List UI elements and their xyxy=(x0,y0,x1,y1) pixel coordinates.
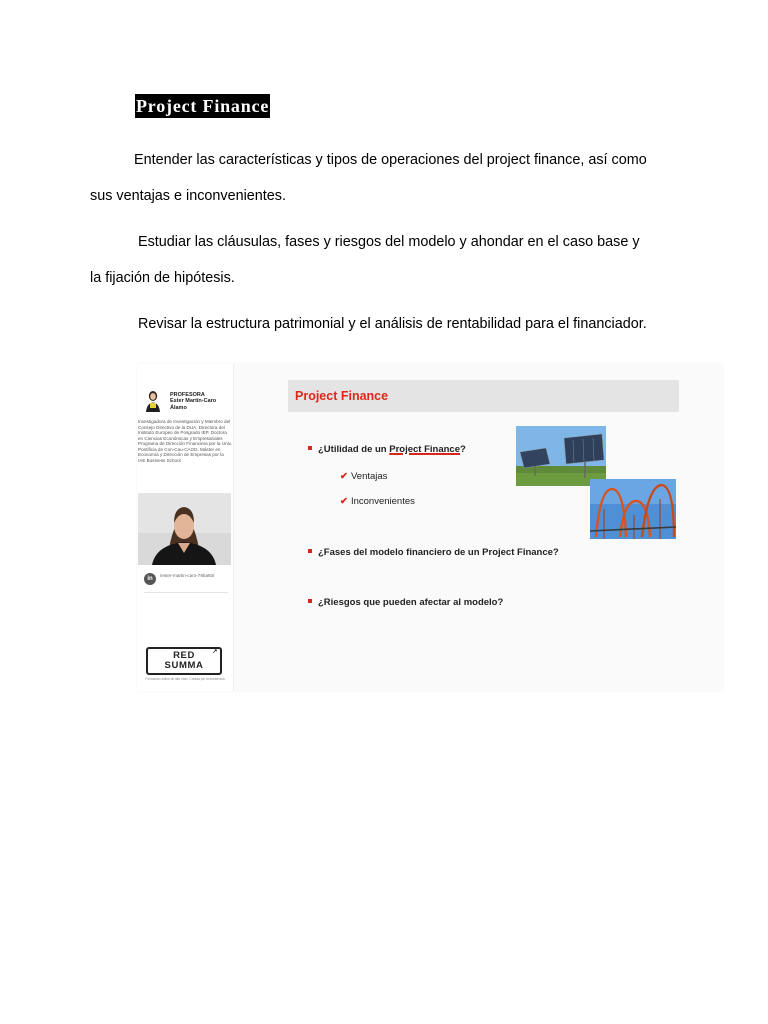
arrow-up-right-icon: ↗ xyxy=(212,649,218,655)
slide-header xyxy=(288,380,679,412)
solar-panels-image xyxy=(516,426,606,486)
paragraph-2 xyxy=(90,225,690,296)
paragraph-3 xyxy=(90,307,690,343)
bullet-1-after: ? xyxy=(460,444,466,455)
slide-title: Project Finance xyxy=(295,389,389,403)
document-title: Project Finance xyxy=(136,96,270,116)
professor-video[interactable] xyxy=(138,493,231,565)
paragraph-1 xyxy=(90,143,690,214)
bullet-square-icon xyxy=(308,599,312,603)
logo-line-1: RED xyxy=(173,650,195,661)
bullet-square-icon xyxy=(308,549,312,553)
checkmark-icon: ✔ xyxy=(340,471,348,482)
paragraph-1-line-2: sus ventajas e inconvenientes. xyxy=(90,187,286,204)
professor-avatar-icon xyxy=(145,390,161,412)
linkedin-icon: in xyxy=(144,573,156,585)
sub-item-1-label: Ventajas xyxy=(350,471,388,482)
sub-item-2-label: Inconvenientes xyxy=(350,496,415,507)
sub-item-ventajas xyxy=(340,471,387,483)
professor-bio: Investigadora de Investigación y Miembro del Consejo Directivo de la DUA. Directora del Instituto Europeo de Posgrado IEP. Doctora en Ciencias Económicas y Empresariales Programa de Dirección Financiera por la Univ. Pontificia de Con-Cau-CAGD. Máster en Economía y Dirección de Empresas por la IAE Business School xyxy=(138,419,232,463)
red-summa-logo xyxy=(146,647,222,675)
bullet-square-icon xyxy=(308,446,312,450)
paragraph-2-line-1: Estudiar las cláusulas, fases y riesgos del modelo y ahondar en el caso base y xyxy=(138,234,640,250)
paragraph-3-line-1: Revisar la estructura patrimonial y el análisis de rentabilidad para el financiador. xyxy=(138,316,647,332)
linkedin-url: /ester-martin-caro-79ba93/ xyxy=(160,573,215,578)
paragraph-2-line-2: la fijación de hipótesis. xyxy=(90,269,235,286)
checkmark-icon: ✔ xyxy=(340,496,348,507)
professor-name: Ester Martín-Caro Álamo xyxy=(170,398,217,411)
slide-screenshot xyxy=(137,364,723,691)
linkedin-link[interactable] xyxy=(144,572,228,593)
bullet-fases xyxy=(308,547,559,559)
logo-line-2: SUMMA xyxy=(164,660,204,671)
bullet-1-before: ¿Utilidad de un xyxy=(318,444,390,455)
paragraph-1-line-1: Entender las características y tipos de operaciones del project finance, así como xyxy=(134,152,647,168)
roller-coaster-image xyxy=(590,479,676,539)
professor-role: PROFESORA xyxy=(170,392,205,398)
bullet-riesgos xyxy=(308,597,503,609)
professor-panel xyxy=(137,364,234,691)
bullet-2-text: ¿Fases del modelo financiero de un Project Finance? xyxy=(318,547,559,558)
logo-tagline: Formación online de alto nivel. Creada por la excelencia xyxy=(145,677,225,681)
bullet-utilidad xyxy=(308,444,466,456)
sub-item-inconvenientes xyxy=(340,496,415,508)
bullet-3-text: ¿Riesgos que pueden afectar al modelo? xyxy=(318,597,504,608)
bullet-1-link: Project Finance xyxy=(389,444,460,455)
